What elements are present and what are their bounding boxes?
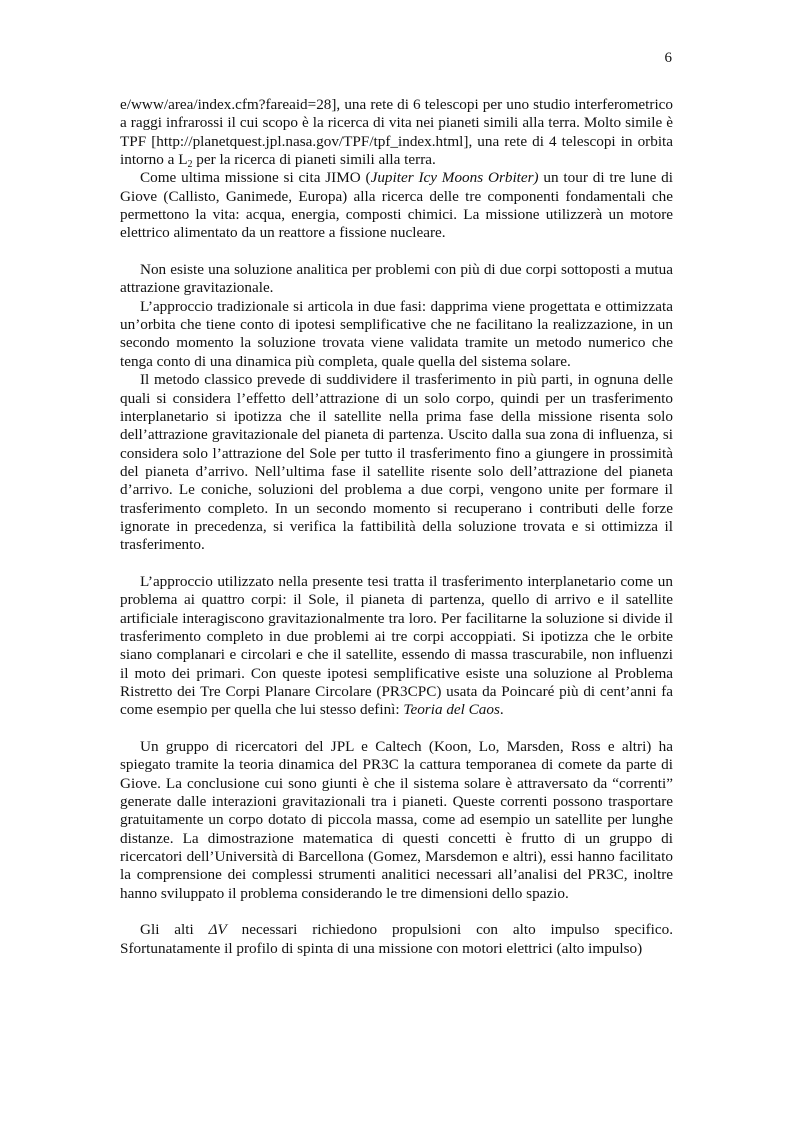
italic-text: ΔV — [208, 921, 227, 939]
text-segment: per la ricerca di pianeti simili alla terra. — [192, 151, 436, 169]
text-segment: e/www/area/index.cfm?fareaid=28], una rete di 6 telescopi per uno studio interferometrico a raggi infrarossi il cui scopo è la ricerca di vita nei pianeti simili alla terra. Molto simile è TPF [http://planetquest.jpl.nasa.gov/TPF/tpf_index.html], una rete di 4 telescopi in orbita intorno a L — [120, 96, 673, 169]
paragraph-jpl-caltech: Un gruppo di ricercatori del JPL e Caltech (Koon, Lo, Marsden, Ross e altri) ha spiegato tramite la teoria dinamica del PR3C la cattura temporanea di comete da parte di Giove. La conclusione cui sono giunti è che il sistema solare è attraversato da “correnti” generate dalle interazioni gravitazionali tra i pianeti. Queste correnti possono trasportare gratuitamente un corpo dotato di piccola massa, come ad esempio un satellite per lunghe distanze. La dimostrazione matematica di questi concetti è frutto di un gruppo di ricercatori dell’Università di Barcellona (Gomez, Marsdemon e altri), essi hanno facilitato la comprensione dei complessi strumenti analitici necessari all’analisi del PR3C, inoltre hanno sviluppato il problema considerando le tre dimensioni dello spazio. — [120, 738, 673, 902]
text-segment: Gli alti — [140, 921, 209, 939]
paragraph-gap — [120, 903, 673, 921]
paragraph-darwin-tpf — [120, 96, 673, 169]
paragraph-four-body-approach — [120, 573, 673, 720]
italic-text: Jupiter Icy Moons Orbiter) — [370, 169, 539, 187]
text-segment: necessari richiedono propulsioni con alto impulso specifico. Sfortunatamente il profilo di spinta di una missione con motori elettrici (alto impulso) — [120, 921, 673, 957]
paragraph-no-analytic-solution: Non esiste una soluzione analitica per problemi con più di due corpi sottoposti a mutua attrazione gravitazionale. — [120, 261, 673, 297]
paragraph-classic-method: Il metodo classico prevede di suddividere il trasferimento in più parti, in ognuna delle quali si considera l’effetto dell’attrazione di un solo corpo, quindi per un trasferimento interplanetario si ipotizza che il satellite nella prima fase della missione risenta solo dell’attrazione gravitazionale del pianeta di partenza. Uscito dalla sua zona di influenza, si considera solo l’attrazione del Sole per tutto il trasferimento fino a giungere in prossimità del pianeta d’arrivo. Nell’ultima fase il satellite risente solo dell’attrazione del pianeta d’arrivo. Le coniche, soluzioni del problema a due corpi, vengono unite per formare il trasferimento completo. In un secondo momento si recuperano i contributi delle forze ignorate in precedenza, si verifica la fattibilità della soluzione trovata e si ottimizza il trasferimento. — [120, 371, 673, 554]
text-segment: un tour di tre lune di Giove (Callisto, Ganimede, Europa) alla ricerca delle tre componenti fondamentali che permettono la vita: acqua, energia, composti chimici. La missione utilizzerà un motore elettrico alimentato da un reattore a fissione nucleare. — [120, 169, 673, 242]
italic-text: Teoria del Caos — [403, 701, 500, 719]
subscript: 2 — [187, 159, 193, 171]
paragraph-jimo — [120, 169, 673, 242]
paragraph-gap — [120, 243, 673, 261]
paragraph-traditional-approach: L’approccio tradizionale si articola in due fasi: dapprima viene progettata e ottimizzata un’orbita che tiene conto di ipotesi semplificative che ne facilitano la realizzazione, in un secondo momento la soluzione trovata viene validata tramite un metodo numerico che tenga conto di una dinamica più completa, quale quella del sistema solare. — [120, 297, 673, 370]
text-segment: . — [499, 701, 504, 719]
text-segment: Come ultima missione si cita JIMO ( — [140, 169, 371, 187]
page-number: 6 — [664, 50, 672, 66]
body-text — [120, 96, 673, 958]
paragraph-delta-v — [120, 921, 673, 958]
paragraph-gap — [120, 720, 673, 738]
text-segment: L’approccio utilizzato nella presente tesi tratta il trasferimento interplanetario come un problema ai quattro corpi: il Sole, il pianeta di partenza, quello di arrivo e il satellite artificiale interagiscono gravitazionalmente tra loro. Per facilitarne la soluzione si divide il trasferimento completo in due problemi ai tre corpi accoppiati. Si ipotizza che le orbite siano complanari e circolari e che il satellite, essendo di massa trascurabile, non influenzi il moto dei primari. Con queste ipotesi semplificative esiste una soluzione al Problema Ristretto dei Tre Corpi Planare Circolare (PR3CPC) usata da Poincaré più di cent’anni fa come esempio per quella che lui stesso definì: — [120, 572, 673, 719]
paragraph-gap — [120, 555, 673, 573]
